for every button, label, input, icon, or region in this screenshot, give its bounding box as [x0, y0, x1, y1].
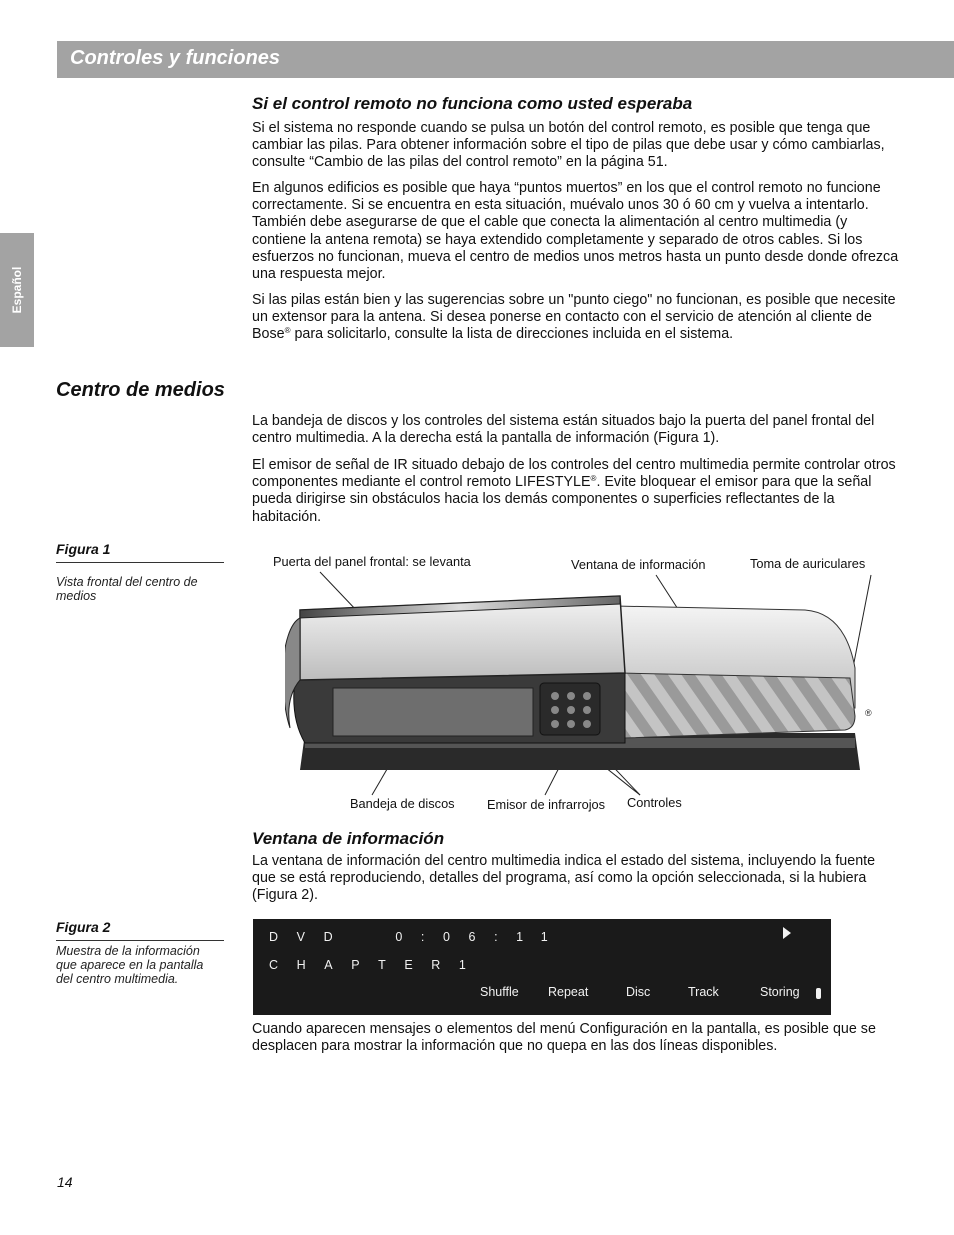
- media-center-paragraph-1: La bandeja de discos y los controles del sistema están situados bajo la puerta del panel frontal del centro multimedia. A la derecha está la pantalla de información (Figura 1).: [252, 413, 875, 447]
- headphones-callout: Toma de auriculares: [750, 556, 866, 571]
- info-display: [253, 919, 831, 1015]
- media-center-paragraph-2-end: . Evite bloquear el emisor para que la señal pueda dirigirse sin obstáculos hacia los demás componentes o superficies reflectantes de la habitación.: [252, 474, 872, 525]
- info-window-paragraph-2: Cuando aparecen mensajes o elementos del menú Configuración en la pantalla, es posible que se desplacen para mostrar la información que no quepa en las dos líneas disponibles.: [252, 1021, 876, 1055]
- ir-emitter-callout: Emisor de infrarrojos: [487, 797, 606, 812]
- remote-paragraph-2: En algunos edificios es posible que haya “puntos muertos” en los que el control remoto no funcione correctamente. Si se encuentra en esta situación, muévalo unos 30 ó 60 cm y vuelva a intentarlo. También debe asegurarse de que el cable que conecta la alimentación al centro multimedia (y contiene la antena remota) se haya extendido completamente y separado de otros cables. Si los esfuerzos no funcionan, mueva el centro de medios unos metros hasta un punto desde donde ofrezca una respuesta mejor.: [252, 180, 899, 283]
- figure-1-label: Figura 1: [56, 541, 224, 563]
- display-option-track: Track: [688, 985, 719, 999]
- display-line-2: CHAPTER1: [269, 958, 485, 972]
- info-window-heading: Ventana de información: [252, 829, 445, 848]
- page-number: 14: [57, 1174, 73, 1190]
- display-line-1: DVD 0:06:11: [269, 930, 567, 944]
- figure-2-label: Figura 2: [56, 919, 224, 941]
- registered-mark: ®: [590, 474, 597, 484]
- registered-mark: ®: [284, 326, 291, 336]
- remote-paragraph-1: Si el sistema no responde cuando se pulsa un botón del control remoto, es posible que tenga que cambiar las pilas. Para obtener información sobre el tipo de pilas que debe usar y cómo cambiarlas, consulte “Cambio de las pilas del control remoto” en la página 51.: [252, 120, 885, 171]
- remote-heading: Si el control remoto no funciona como usted esperaba: [252, 94, 693, 113]
- display-option-repeat: Repeat: [548, 985, 589, 999]
- display-option-storing: Storing: [760, 985, 800, 999]
- door-callout: Puerta del panel frontal: se levanta: [273, 554, 471, 569]
- svg-text:®: ®: [865, 708, 872, 718]
- figure-2-caption: Muestra de la información que aparece en la pantalla del centro multimedia.: [56, 944, 204, 986]
- play-icon: [782, 926, 792, 940]
- display-option-shuffle: Shuffle: [480, 985, 519, 999]
- info-window-paragraph-1: La ventana de información del centro multimedia indica el estado del sistema, incluyendo la fuente que se está reproduciendo, detalles del programa, así como la opción seleccionada, si la hubiera (Figura 2).: [252, 853, 876, 904]
- media-center-illustration: [285, 588, 880, 773]
- remote-paragraph-3-end: para solicitarlo, consulte la lista de direcciones incluida en el sistema.: [290, 326, 734, 343]
- info-window-callout: Ventana de información: [571, 557, 706, 572]
- storing-indicator-icon: [816, 988, 821, 999]
- language-tab-label: Español: [10, 266, 24, 314]
- media-center-paragraph-2-text: El emisor de señal de IR situado debajo de los controles del centro multimedia permite controlar otros componentes mediante el control remoto LIFESTYLE: [252, 457, 896, 491]
- disc-tray-callout: Bandeja de discos: [350, 796, 455, 811]
- display-option-disc: Disc: [626, 985, 651, 999]
- media-center-heading: Centro de medios: [56, 379, 225, 401]
- section-title: Controles y funciones: [70, 47, 281, 69]
- figure-1-caption: Vista frontal del centro de medios: [56, 575, 198, 603]
- controls-callout: Controles: [627, 795, 682, 810]
- remote-paragraph-3-text: Si las pilas están bien y las sugerencias sobre un "punto ciego" no funcionan, es posible que necesite un extensor para la antena. Si desea ponerse en contacto con el servicio de atención al cliente de Bose: [252, 292, 896, 343]
